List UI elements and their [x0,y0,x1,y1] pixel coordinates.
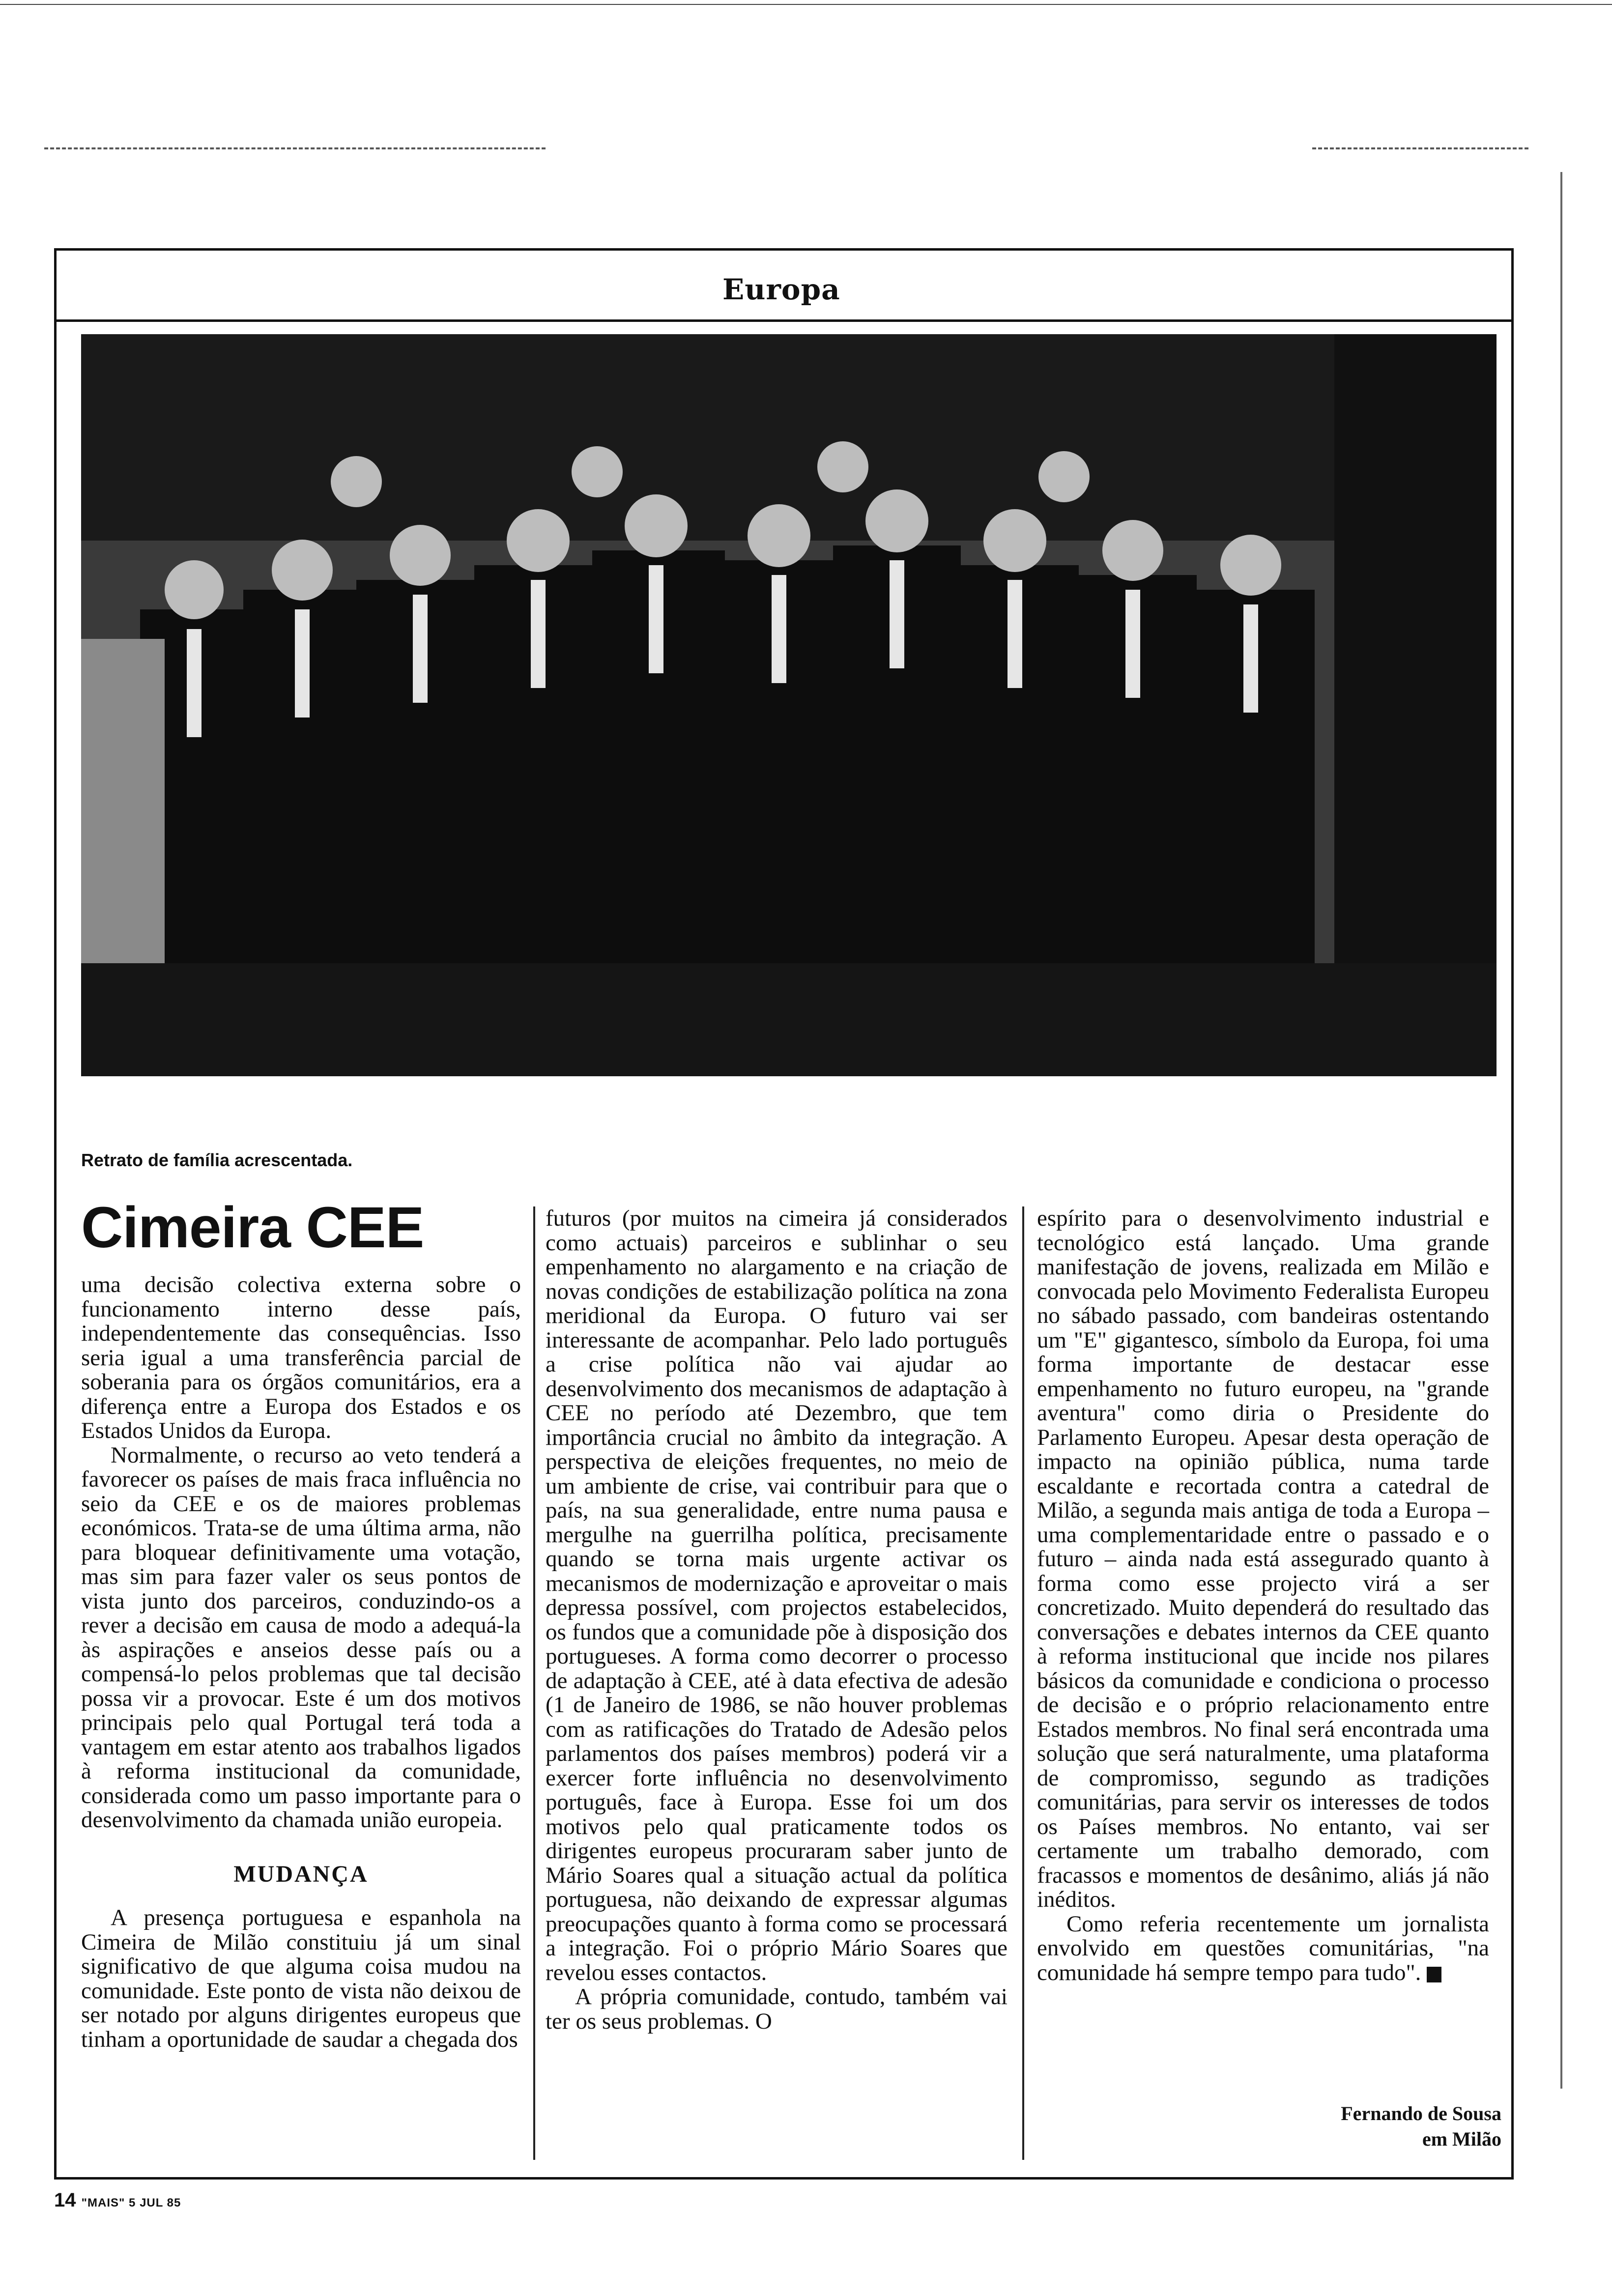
top-rule [0,4,1612,5]
end-of-article-icon [1427,1967,1441,1982]
paragraph: futuros (por muitos na cimeira já considerados como actuais) parceiros e sublinhar o seu empenhamento no alargamento e na criação de novas condições de estabilização política na zona meridional da Europa. O futuro vai ser interessante de acompanhar. Pelo lado português a crise política não vai ajudar ao desenvolvimento dos mecanismos de adaptação à CEE no período até Dezembro, que tem importância crucial no âmbito da integração. A perspectiva de eleições frequentes, no meio de um ambiente de crise, vai contribuir para que o país, na sua generalidade, entre numa pausa e mergulhe na guerrilha política, precisamente quando se torna mais urgente activar os mecanismos de modernização e aproveitar o mais depressa possível, com projectos estabelecidos, os fundos que a comunidade põe à disposição dos portugueses. A forma como decorrer o processo de adaptação à CEE, até à data efectiva de adesão (1 de Janeiro de 1986, se não houver problemas com as ratificações do Tratado de Adesão pelos parlamentos dos países membros) poderá vir a exercer forte influência no desenvolvimento português, face à Europa. Esse foi um dos motivos pelo qual praticamente todos os dirigentes europeus procuraram saber junto de Mário Soares qual a situação actual da política portuguesa, não deixando de expressar algumas preocupações quanto à forma como se processará a integração. Foi o próprio Mário Soares que revelou esses contactos. [546,1205,1008,1985]
header-dash-rule [44,147,546,149]
paragraph: A presença portuguesa e espanhola na Cimeira de Milão constituiu já um sinal significativo de que alguma coisa mudou na comunidade. Este ponto de vista não deixou de ser notado por alguns dirigentes europeus que tinham a oportunidade de saudar a chegada dos [81,1905,521,2052]
subheading: MUDANÇA [233,1861,369,1887]
group-photo-image [81,334,1497,1076]
paragraph: espírito para o desenvolvimento industrial e tecnológico está lançado. Uma grande manifestação de jovens, realizada em Milão e convocada pelo Movimento Federalista Europeu no sábado passado, com bandeiras ostentando um "E" gigantesco, símbolo da Europa, foi uma forma importante de destacar esse empenhamento no futuro europeu, na "grande aventura" como diria o Presidente do Parlamento Europeu. Apesar desta operação de impacto na opinião pública, numa tarde escaldante e recortada contra a catedral de Milão, a segunda mais antiga de toda a Europa – uma complementaridade entre o passado e o futuro – ainda nada está assegurado quanto à forma como esse projecto virá a ser concretizado. Muito dependerá do resultado das conversações e debates internos da CEE quanto à reforma institucional que incide nos pilares básicos da comunidade e condiciona o processo de decisão e o próprio relacionamento entre Estados membros. No final será encontrada uma solução que será naturalmente, uma plataforma de compromisso, segundo as tradições comunitárias, para servir os interesses de todos os Países membros. No entanto, vai ser certamente um trabalho demorado, com fracassos e momentos de desânimo, aliás já não inéditos. [1037,1205,1489,1912]
paragraph: A própria comunidade, contudo, também vai ter os seus problemas. O [546,1984,1008,2034]
header-dash-rule [1312,147,1528,149]
section-title: Europa [722,273,840,306]
paragraph: Normalmente, o recurso ao veto tenderá a favorecer os países de mais fraca influência no seio da CEE e os de maiores problemas económicos. Trata-se de uma última arma, não para bloquear definitivamente uma votação, mas sim para fazer valer os seus pontos de vista junto dos parceiros, conduzindo-os a rever a decisão em causa de modo a adequá-la às aspirações e anseios desse país ou a compensá-lo pelos problemas que tal decisão possa vir a provocar. Este é um dos motivos principais pelo qual Portugal terá toda a vantagem em estar atento aos trabalhos ligados à reforma institucional da comunidade, considerada como um passo importante para o desenvolvimento da chamada união europeia. [81,1442,521,1833]
article-column-1 [81,1273,521,2052]
page-number: 14 [54,2189,76,2211]
publication-date: "MAIS" 5 JUL 85 [81,2196,181,2210]
author-name: Fernando de Sousa [1341,2102,1501,2124]
page-footer [54,2189,181,2211]
paragraph: uma decisão colectiva externa sobre o funcionamento interno desse país, independentemente das consequências. Isso seria igual a uma transferência parcial de soberania para os órgãos comunitários, era a diferença entre a Europa dos Estados e os Estados Unidos da Europa. [81,1272,521,1443]
photo-caption: Retrato de família acrescentada. [81,1150,353,1170]
column-divider [533,1206,535,2160]
article-column-2 [546,1206,1008,2034]
group-photo [81,334,1497,1076]
author-location: em Milão [1422,2128,1501,2150]
column-divider [1022,1206,1024,2160]
byline [1341,2101,1501,2152]
closing-quote-text: Como referia recentemente um jornalista envolvido em questões comunitárias, "na comunidade há sempre tempo para tudo". [1037,1911,1489,1985]
article-column-3 [1037,1206,1489,1985]
headline: Cimeira CEE [81,1195,424,1260]
paragraph [1037,1912,1489,1985]
margin-rule [1560,172,1562,2089]
